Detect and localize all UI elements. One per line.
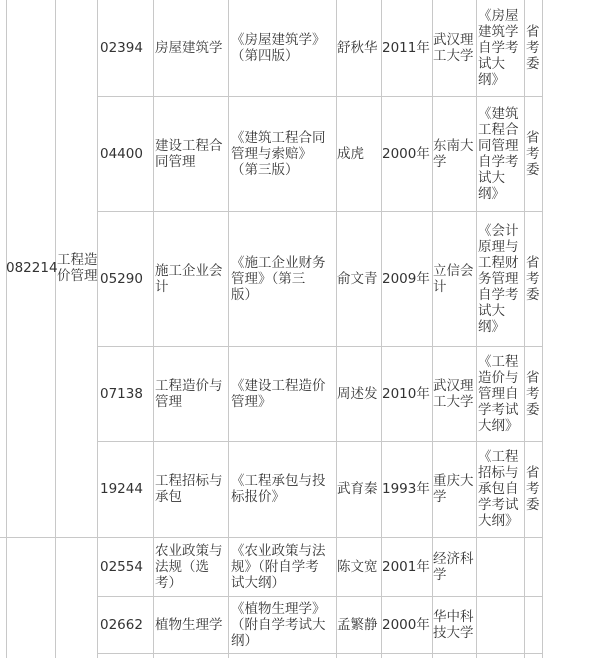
syllabus-line: 大纲》 [478, 418, 519, 434]
course-name-line: 植物生理学 [155, 617, 223, 633]
course-name [155, 543, 223, 591]
syllabus-line: 纲》 [478, 72, 505, 88]
grid-vline [97, 0, 98, 658]
syllabus [478, 223, 519, 335]
issuer-line: 委 [526, 56, 540, 72]
issuer [526, 255, 540, 303]
issuer-line: 考 [526, 481, 540, 497]
publish-year [382, 271, 430, 287]
publish-year-line: 2000年 [382, 146, 430, 162]
syllabus-line: 招标与 [478, 465, 519, 481]
syllabus [478, 8, 519, 88]
issuer-line: 省 [526, 255, 540, 271]
publish-year [382, 617, 430, 633]
publisher-line: 武汉理 [433, 378, 474, 394]
syllabus-line: 试大 [478, 303, 505, 319]
syllabus-line: 工程合 [478, 122, 519, 138]
syllabus [478, 449, 519, 529]
syllabus-line: 同管理 [478, 138, 519, 154]
publisher [433, 32, 474, 64]
author-line: 陈文宽 [337, 559, 378, 575]
issuer-line: 考 [526, 40, 540, 56]
publisher-line: 学 [433, 154, 447, 170]
author [337, 146, 364, 162]
major-code-line: 082214 [6, 260, 58, 276]
syllabus-line: 原理与 [478, 239, 519, 255]
textbook-name-line: （第四版） [231, 48, 299, 64]
grid-vline [6, 0, 7, 658]
syllabus-line: 《建筑 [478, 106, 519, 122]
grid-vline [476, 0, 477, 658]
course-name [155, 473, 223, 505]
author-line: 周述发 [337, 386, 378, 402]
grid-vline [524, 0, 525, 658]
course-name-line: 同管理 [155, 154, 196, 170]
textbook-name-line: 《建设工程造价 [231, 378, 326, 394]
major-name [57, 252, 98, 284]
syllabus-line: 试大 [478, 170, 505, 186]
major-name-line: 工程造 [57, 252, 98, 268]
textbook-name-line: 《植物生理学》 [231, 601, 326, 617]
textbook-name-line: 管理》（第三 [231, 271, 306, 287]
syllabus [478, 354, 519, 434]
syllabus-line: 纲》 [478, 186, 505, 202]
textbook-name-line: 管理》 [231, 394, 272, 410]
author [337, 386, 378, 402]
grid-hline [97, 346, 543, 347]
author [337, 271, 378, 287]
course-name-line: 工程造价与 [155, 378, 223, 394]
course-code [100, 271, 143, 287]
publisher-line: 工大学 [433, 394, 474, 410]
textbook-name [231, 601, 326, 649]
issuer [526, 465, 540, 513]
textbook-name-line: 版） [231, 287, 258, 303]
course-code [100, 617, 143, 633]
syllabus-line: 自学考 [478, 287, 519, 303]
course-name [155, 138, 223, 170]
publisher-line: 技大学 [433, 625, 474, 641]
issuer-line: 委 [526, 287, 540, 303]
issuer-line: 委 [526, 497, 540, 513]
publish-year-line: 1993年 [382, 481, 430, 497]
issuer [526, 24, 540, 72]
course-name-line: 考） [155, 575, 182, 591]
publish-year [382, 40, 430, 56]
grid-hline [97, 653, 543, 654]
course-name-line: 工程招标与 [155, 473, 223, 489]
textbook-name [231, 378, 326, 410]
publish-year-line: 2001年 [382, 559, 430, 575]
issuer [526, 370, 540, 418]
author [337, 40, 378, 56]
syllabus [478, 106, 519, 202]
course-code-line: 02394 [100, 40, 143, 56]
syllabus-line: 学考试 [478, 497, 519, 513]
author-line: 舒秋华 [337, 40, 378, 56]
course-name-line: 管理 [155, 394, 182, 410]
publisher-line: 华中科 [433, 609, 474, 625]
publish-year-line: 2000年 [382, 617, 430, 633]
issuer-line: 考 [526, 271, 540, 287]
course-name-line: 建设工程合 [155, 138, 223, 154]
textbook-name [231, 32, 326, 64]
course-name [155, 617, 223, 633]
syllabus-line: 自学考 [478, 154, 519, 170]
issuer-line: 省 [526, 370, 540, 386]
course-name [155, 40, 223, 56]
course-name-line: 施工企业会 [155, 263, 223, 279]
syllabus-line: 纲》 [478, 319, 505, 335]
syllabus-line: 《会计 [478, 223, 519, 239]
publisher [433, 138, 474, 170]
grid-vline [153, 0, 154, 658]
course-code [100, 40, 143, 56]
publisher-line: 学 [433, 567, 447, 583]
syllabus-line: 《工程 [478, 449, 519, 465]
issuer-line: 委 [526, 162, 540, 178]
issuer [526, 130, 540, 178]
publisher-line: 计 [433, 279, 447, 295]
textbook-name-line: 《施工企业财务 [231, 255, 326, 271]
textbook-name-line: 《工程承包与投 [231, 473, 326, 489]
publisher-line: 东南大 [433, 138, 474, 154]
syllabus-line: 承包自 [478, 481, 519, 497]
textbook-name [231, 543, 326, 591]
author [337, 481, 378, 497]
syllabus-line: 《工程 [478, 354, 519, 370]
publisher [433, 473, 474, 505]
course-code-line: 07138 [100, 386, 143, 402]
publisher [433, 609, 474, 641]
course-name [155, 378, 223, 410]
author [337, 617, 378, 633]
course-name-line: 承包 [155, 489, 182, 505]
major-name-line: 价管理 [57, 268, 98, 284]
major-code [6, 260, 58, 276]
syllabus-line: 《房屋 [478, 8, 519, 24]
publisher-line: 武汉理 [433, 32, 474, 48]
course-code-line: 02662 [100, 617, 143, 633]
publisher-line: 经济科 [433, 551, 474, 567]
textbook-name-line: 《农业政策与法 [231, 543, 326, 559]
course-code [100, 559, 143, 575]
course-code [100, 386, 143, 402]
publisher-line: 工大学 [433, 48, 474, 64]
syllabus-line: 大纲》 [478, 513, 519, 529]
syllabus-line: 管理自 [478, 386, 519, 402]
issuer-line: 委 [526, 402, 540, 418]
grid-hline [0, 537, 543, 538]
publish-year-line: 2009年 [382, 271, 430, 287]
course-name-line: 法规（选 [155, 559, 209, 575]
grid-vline [55, 0, 56, 658]
publish-year-line: 2010年 [382, 386, 430, 402]
author [337, 559, 378, 575]
publish-year [382, 481, 430, 497]
publisher [433, 263, 474, 295]
issuer-line: 省 [526, 465, 540, 481]
course-code-line: 05290 [100, 271, 143, 287]
textbook-name-line: （第三版） [231, 162, 299, 178]
syllabus-line: 自学考 [478, 40, 519, 56]
grid-hline [97, 211, 543, 212]
course-code [100, 146, 143, 162]
grid-hline [97, 596, 543, 597]
textbook-name-line: 《建筑工程合同 [231, 130, 326, 146]
course-code [100, 481, 143, 497]
textbook-name-line: 标报价》 [231, 489, 285, 505]
textbook-name [231, 473, 326, 505]
syllabus-line: 造价与 [478, 370, 519, 386]
textbook-name-line: 纲） [231, 633, 258, 649]
publisher [433, 378, 474, 410]
syllabus-line: 工程财 [478, 255, 519, 271]
issuer-line: 考 [526, 146, 540, 162]
textbook-name-line: 规》（附自学考 [231, 559, 319, 575]
grid-hline [97, 96, 543, 97]
publish-year [382, 559, 430, 575]
author-line: 俞文青 [337, 271, 378, 287]
textbook-name [231, 255, 326, 303]
publisher-line: 学 [433, 489, 447, 505]
course-name-line: 房屋建筑学 [155, 40, 223, 56]
grid-vline [228, 0, 229, 658]
course-code-line: 04400 [100, 146, 143, 162]
syllabus-line: 学考试 [478, 402, 519, 418]
syllabus-line: 试大 [478, 56, 505, 72]
course-name-line: 计 [155, 279, 169, 295]
textbook-name-line: 试大纲） [231, 575, 285, 591]
issuer-line: 省 [526, 130, 540, 146]
publish-year [382, 146, 430, 162]
publisher-line: 重庆大 [433, 473, 474, 489]
textbook-name-line: （附自学考试大 [231, 617, 326, 633]
publisher [433, 551, 474, 583]
author-line: 孟繁静 [337, 617, 378, 633]
publish-year-line: 2011年 [382, 40, 430, 56]
course-code-line: 19244 [100, 481, 143, 497]
publisher-line: 立信会 [433, 263, 474, 279]
textbook-name [231, 130, 326, 178]
author-line: 武育秦 [337, 481, 378, 497]
textbook-name-line: 《房屋建筑学》 [231, 32, 326, 48]
syllabus-line: 务管理 [478, 271, 519, 287]
grid-vline [542, 0, 543, 658]
author-line: 成虎 [337, 146, 364, 162]
issuer-line: 省 [526, 24, 540, 40]
syllabus-line: 建筑学 [478, 24, 519, 40]
issuer-line: 考 [526, 386, 540, 402]
course-name [155, 263, 223, 295]
grid-hline [97, 441, 543, 442]
course-name-line: 农业政策与 [155, 543, 223, 559]
publish-year [382, 386, 430, 402]
course-code-line: 02554 [100, 559, 143, 575]
textbook-name-line: 管理与索赔》 [231, 146, 312, 162]
